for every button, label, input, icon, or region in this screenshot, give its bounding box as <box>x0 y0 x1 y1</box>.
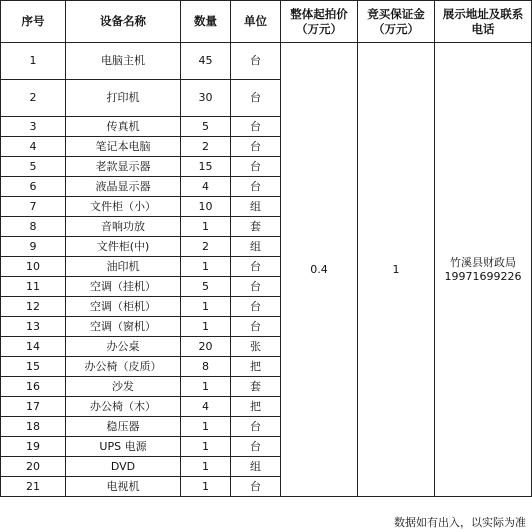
header-row <box>1 1 532 43</box>
cell-qty: 4 <box>181 177 231 197</box>
cell-unit: 台 <box>231 277 281 297</box>
cell-name: 办公椅（木） <box>66 397 181 417</box>
cell-unit: 把 <box>231 397 281 417</box>
cell-qty: 1 <box>181 457 231 477</box>
cell-seq: 14 <box>1 337 66 357</box>
cell-seq: 3 <box>1 117 66 137</box>
cell-seq: 1 <box>1 43 66 80</box>
cell-name: 打印机 <box>66 80 181 117</box>
cell-unit: 台 <box>231 80 281 117</box>
cell-unit: 台 <box>231 43 281 80</box>
cell-unit: 台 <box>231 437 281 457</box>
cell-name: 音响功放 <box>66 217 181 237</box>
cell-seq: 17 <box>1 397 66 417</box>
contact-phone: 19971699226 <box>444 269 522 283</box>
cell-qty: 1 <box>181 477 231 497</box>
cell-unit: 台 <box>231 417 281 437</box>
cell-unit: 台 <box>231 157 281 177</box>
cell-seq: 13 <box>1 317 66 337</box>
header-qty: 数量 <box>181 1 231 43</box>
cell-seq: 20 <box>1 457 66 477</box>
header-contact-line1: 展示地址及联系 <box>442 7 524 22</box>
cell-qty: 1 <box>181 417 231 437</box>
cell-seq: 18 <box>1 417 66 437</box>
cell-unit: 台 <box>231 317 281 337</box>
cell-seq: 5 <box>1 157 66 177</box>
cell-name: 油印机 <box>66 257 181 277</box>
header-unit: 单位 <box>231 1 281 43</box>
cell-qty: 20 <box>181 337 231 357</box>
cell-unit: 张 <box>231 337 281 357</box>
cell-name: 空调（柜机） <box>66 297 181 317</box>
cell-qty: 1 <box>181 377 231 397</box>
cell-qty: 1 <box>181 437 231 457</box>
cell-name: 空调（窗机） <box>66 317 181 337</box>
cell-unit: 套 <box>231 217 281 237</box>
cell-unit: 台 <box>231 177 281 197</box>
footnote: 数据如有出入，以实际为准 <box>394 516 526 529</box>
cell-unit: 组 <box>231 457 281 477</box>
cell-seq: 21 <box>1 477 66 497</box>
cell-name: DVD <box>66 457 181 477</box>
cell-name: 老款显示器 <box>66 157 181 177</box>
cell-qty: 45 <box>181 43 231 80</box>
cell-seq: 6 <box>1 177 66 197</box>
cell-seq: 19 <box>1 437 66 457</box>
cell-qty: 2 <box>181 137 231 157</box>
cell-qty: 1 <box>181 257 231 277</box>
cell-seq: 16 <box>1 377 66 397</box>
cell-name: 沙发 <box>66 377 181 397</box>
cell-name: 稳压器 <box>66 417 181 437</box>
cell-qty: 10 <box>181 197 231 217</box>
cell-seq: 9 <box>1 237 66 257</box>
cell-unit: 套 <box>231 377 281 397</box>
deposit-cell: 1 <box>358 43 435 497</box>
cell-unit: 组 <box>231 197 281 217</box>
cell-name: 办公桌 <box>66 337 181 357</box>
contact-cell <box>435 43 532 497</box>
cell-seq: 4 <box>1 137 66 157</box>
cell-seq: 2 <box>1 80 66 117</box>
cell-qty: 5 <box>181 117 231 137</box>
cell-qty: 1 <box>181 317 231 337</box>
cell-unit: 台 <box>231 137 281 157</box>
header-contact-line2: 电话 <box>471 21 495 36</box>
header-contact <box>435 1 532 43</box>
cell-seq: 15 <box>1 357 66 377</box>
cell-unit: 把 <box>231 357 281 377</box>
header-name: 设备名称 <box>66 1 181 43</box>
cell-name: 电视机 <box>66 477 181 497</box>
cell-name: 液晶显示器 <box>66 177 181 197</box>
cell-qty: 15 <box>181 157 231 177</box>
cell-unit: 组 <box>231 237 281 257</box>
header-deposit <box>358 1 435 43</box>
header-start-price-line1: 整体起拍价 <box>290 7 348 22</box>
cell-qty: 8 <box>181 357 231 377</box>
cell-name: 笔记本电脑 <box>66 137 181 157</box>
cell-seq: 7 <box>1 197 66 217</box>
header-start-price <box>281 1 358 43</box>
start-price-cell: 0.4 <box>281 43 358 497</box>
cell-qty: 2 <box>181 237 231 257</box>
cell-name: UPS 电源 <box>66 437 181 457</box>
table-row <box>1 43 532 80</box>
cell-qty: 4 <box>181 397 231 417</box>
cell-unit: 台 <box>231 117 281 137</box>
cell-name: 办公椅（皮质） <box>66 357 181 377</box>
cell-seq: 11 <box>1 277 66 297</box>
cell-name: 电脑主机 <box>66 43 181 80</box>
header-seq: 序号 <box>1 1 66 43</box>
cell-name: 空调（挂机） <box>66 277 181 297</box>
cell-qty: 30 <box>181 80 231 117</box>
cell-qty: 1 <box>181 217 231 237</box>
header-deposit-line1: 竞买保证金 <box>367 7 425 22</box>
cell-seq: 10 <box>1 257 66 277</box>
cell-seq: 8 <box>1 217 66 237</box>
cell-unit: 台 <box>231 297 281 317</box>
contact-name: 竹溪县财政局 <box>450 255 516 269</box>
header-start-price-line2: （万元） <box>296 21 342 36</box>
cell-unit: 台 <box>231 257 281 277</box>
cell-unit: 台 <box>231 477 281 497</box>
cell-name: 文件柜(中) <box>66 237 181 257</box>
cell-name: 文件柜（小） <box>66 197 181 217</box>
cell-qty: 5 <box>181 277 231 297</box>
cell-qty: 1 <box>181 297 231 317</box>
cell-name: 传真机 <box>66 117 181 137</box>
cell-seq: 12 <box>1 297 66 317</box>
header-deposit-line2: （万元） <box>373 21 419 36</box>
